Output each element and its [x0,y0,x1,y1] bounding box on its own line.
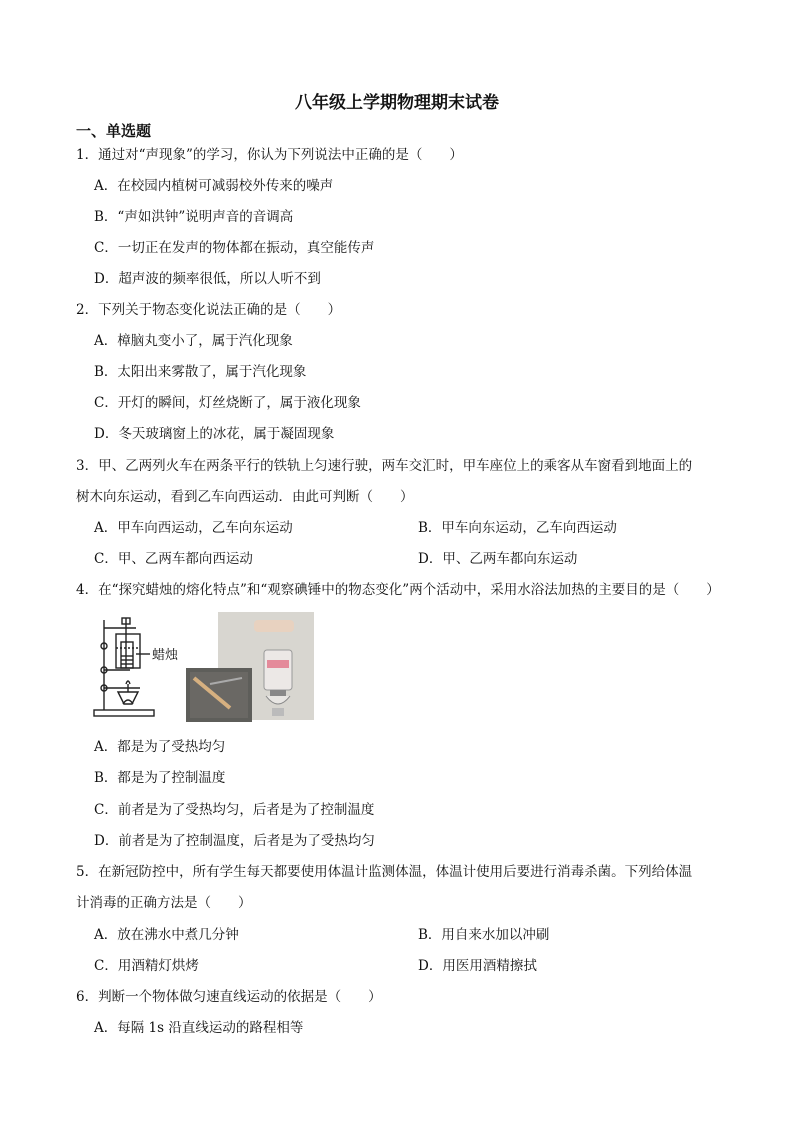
question-1-option-c: C．一切正在发声的物体都在振动，真空能传声 [94,240,375,256]
question-4-option-d: D．前者是为了控制温度，后者是为了受热均匀 [94,833,375,849]
question-2-option-c: C．开灯的瞬间，灯丝烧断了，属于液化现象 [94,395,361,411]
question-1-option-b: B．“声如洪钟”说明声音的音调高 [94,209,294,225]
page-title: 八年级上学期物理期末试卷 [295,93,499,113]
question-3-option-d: D．甲、乙两车都向东运动 [418,551,578,567]
question-2-option-b: B．太阳出来雾散了，属于汽化现象 [94,364,307,380]
question-4-option-c: C．前者是为了受热均匀，后者是为了控制温度 [94,802,375,818]
section-heading: 一、单选题 [76,122,152,140]
question-5-stem-line1: 5．在新冠防控中，所有学生每天都要使用体温计监测体温，体温计使用后要进行消毒杀菌。下列给体温 [76,864,693,880]
question-4-figure [90,612,330,724]
question-5-option-a: A．放在沸水中煮几分钟 [94,927,239,943]
question-4-option-b: B．都是为了控制温度 [94,770,226,786]
question-6-stem: 6．判断一个物体做匀速直线运动的依据是（ ） [76,989,382,1005]
question-1-option-a: A．在校园内植树可减弱校外传来的噪声 [94,178,334,194]
question-5-stem-line2: 计消毒的正确方法是（ ） [76,895,252,911]
water-bath-apparatus [94,618,154,716]
candle-label: 蜡烛 [152,648,179,663]
question-2-option-d: D．冬天玻璃窗上的冰花，属于凝固现象 [94,426,335,442]
question-3-stem-line1: 3．甲、乙两列火车在两条平行的铁轨上匀速行驶，两车交汇时，甲车座位上的乘客从车窗看到地面上的 [76,458,693,474]
question-4-option-a: A．都是为了受热均匀 [94,739,226,755]
question-3-option-c: C．甲、乙两车都向西运动 [94,551,253,567]
iodine-hammer-photo [186,612,314,722]
question-1-option-d: D．超声波的频率很低，所以人听不到 [94,271,321,287]
question-3-option-a: A．甲车向西运动，乙车向东运动 [94,520,293,536]
question-6-option-a: A．每隔 1s 沿直线运动的路程相等 [94,1020,304,1036]
question-2-option-a: A．樟脑丸变小了，属于汽化现象 [94,333,293,349]
question-5-option-c: C．用酒精灯烘烤 [94,958,199,974]
question-5-option-d: D．用医用酒精擦拭 [418,958,537,974]
question-3-option-b: B．甲车向东运动，乙车向西运动 [418,520,617,536]
question-1-stem: 1．通过对“声现象”的学习，你认为下列说法中正确的是（ ） [76,147,463,163]
question-3-stem-line2: 树木向东运动，看到乙车向西运动．由此可判断（ ） [76,489,414,505]
experiment-apparatus-illustration [90,612,330,724]
question-4-stem: 4．在“探究蜡烛的熔化特点”和“观察碘锤中的物态变化”两个活动中，采用水浴法加热的主要目的是（ ） [76,582,720,598]
question-5-option-b: B．用自来水加以冲刷 [418,927,550,943]
question-2-stem: 2．下列关于物态变化说法正确的是（ ） [76,302,342,318]
